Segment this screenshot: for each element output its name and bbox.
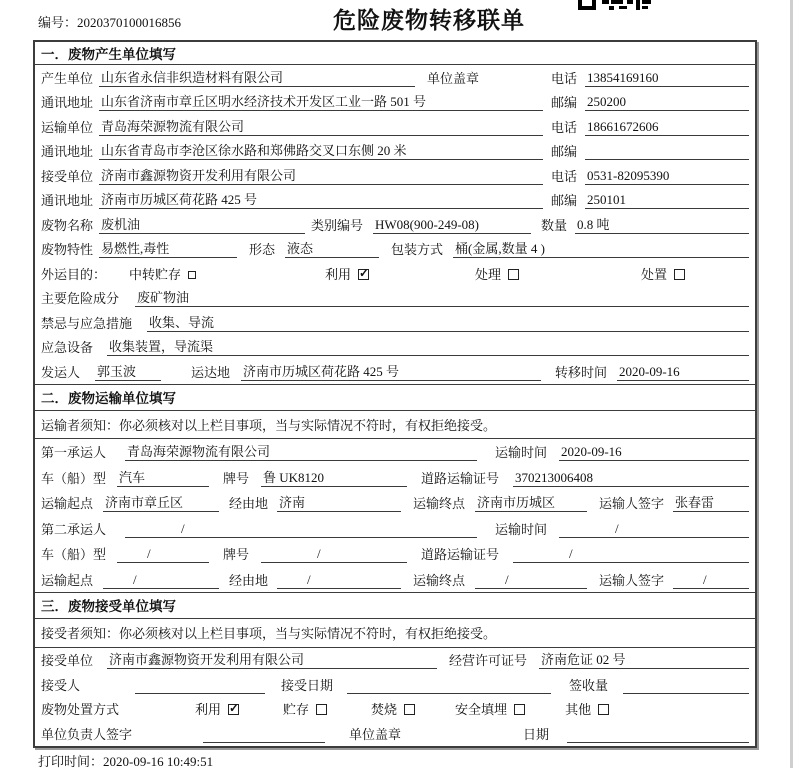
- addr3-value: 济南市历城区荷花路 425 号: [99, 189, 543, 209]
- origin2-value: /: [103, 572, 219, 589]
- dest1-value: 济南市历城区: [475, 492, 587, 512]
- dest1-label: 运输终点: [413, 496, 466, 511]
- disposal-other-checkbox: [598, 704, 609, 715]
- traits-value: 易燃性,毒性: [99, 238, 237, 258]
- serial-number: 2020370100016856: [77, 15, 182, 30]
- producer-value: 山东省永信非织造材料有限公司: [99, 67, 415, 87]
- carrier1-value: 青岛海荣源物流有限公司: [125, 441, 477, 461]
- phone1-value: 13854169160: [585, 70, 749, 87]
- plate2-label: 牌号: [223, 547, 250, 562]
- disposal-other-label: 其他: [565, 702, 592, 717]
- transfer-time-label: 转移时间: [555, 364, 608, 380]
- purpose-treat-checkbox: [508, 269, 519, 280]
- zip3-label: 邮编: [551, 193, 578, 208]
- purpose-treat-label: 处理: [475, 266, 502, 282]
- transporter-notice: [35, 411, 755, 439]
- section2-heading: 二．废物运输单位填写: [35, 384, 755, 411]
- origin2-label: 运输起点: [41, 572, 94, 588]
- plate2-value: /: [261, 546, 407, 563]
- packing-value: 桶(金属,数量 4 ): [453, 238, 749, 258]
- form-label: 形态: [249, 242, 276, 257]
- waste-name-value: 废机油: [99, 214, 305, 234]
- disposal-option-burn: [371, 699, 415, 718]
- license-value: 济南危证 02 号: [539, 649, 749, 669]
- via1-value: 济南: [277, 492, 401, 512]
- route1-row: [35, 490, 755, 516]
- via1-label: 经由地: [229, 496, 269, 511]
- vehicle1-label: 车（船）型: [41, 470, 107, 486]
- accept-unit-row: [35, 648, 755, 673]
- permit1-value: 370213006408: [513, 470, 749, 487]
- disposal-row: [35, 697, 755, 722]
- hazard-label: 主要危险成分: [41, 291, 120, 306]
- date-value: [567, 728, 749, 743]
- purpose-row: [35, 261, 755, 286]
- unit-seal-label: 单位盖章: [349, 726, 402, 742]
- category-value: HW08(900-249-08): [373, 217, 531, 234]
- quantity-value: 0.8 吨: [575, 214, 749, 234]
- disposal-use-label: 利用: [195, 702, 222, 717]
- permit1-label: 道路运输证号: [421, 470, 500, 486]
- scrollbar[interactable]: [790, 0, 793, 768]
- purpose-option-transfer: [109, 264, 305, 283]
- route2-row: [35, 566, 755, 592]
- receiver-notice-text: 接受者须知：你必须核对以上栏目事项，当与实际情况不符时，有权拒绝接受。: [41, 626, 497, 641]
- receive-date-value: [347, 679, 551, 694]
- date-label: 日期: [523, 726, 550, 742]
- sign2-value: /: [673, 572, 749, 589]
- time1-label: 运输时间: [495, 445, 548, 460]
- shipper-value: 郭玉波: [95, 361, 161, 381]
- disposal-option-other: [565, 699, 609, 718]
- document-header: [0, 0, 796, 40]
- dest2-label: 运输终点: [413, 572, 466, 588]
- destination-value: 济南市历城区荷花路 425 号: [241, 361, 541, 381]
- accept-unit-value: 济南市鑫源物资开发利用有限公司: [107, 649, 437, 669]
- addr1-value: 山东省济南市章丘区明水经济技术开发区工业一路 501 号: [99, 91, 543, 111]
- disposal-landfill-checkbox: [514, 704, 525, 715]
- addr2-value: 山东省青岛市李沧区徐水路和郑佛路交叉口东侧 20 米: [99, 140, 543, 160]
- taboo-value: 收集、导流: [147, 312, 749, 332]
- carrier2-row: [35, 515, 755, 541]
- disposal-use-checkbox: [228, 704, 239, 715]
- via2-value: /: [277, 572, 401, 589]
- form-value: 液态: [285, 238, 379, 258]
- sign1-label: 运输人签字: [599, 496, 665, 511]
- transporter-address-row: [35, 139, 755, 164]
- purpose-option-use: [305, 264, 455, 283]
- sign2-label: 运输人签字: [599, 572, 665, 588]
- hazard-row: [35, 286, 755, 311]
- section3-heading: 三．废物接受单位填写: [35, 592, 755, 619]
- print-time-line: [38, 751, 213, 770]
- purpose-transfer-label: 中转贮存: [129, 266, 182, 282]
- disposal-store-label: 贮存: [283, 702, 310, 717]
- manifest-form: [33, 40, 757, 748]
- addr1-label: 通讯地址: [41, 95, 94, 110]
- receiver-notice: [35, 619, 755, 648]
- purpose-use-checkbox: [358, 269, 369, 280]
- time2-value: /: [559, 521, 749, 538]
- seal-label: 单位盖章: [427, 70, 480, 86]
- phone3-value: 0531-82095390: [585, 168, 749, 185]
- disposal-landfill-label: 安全填埋: [455, 702, 508, 717]
- time1-value: 2020-09-16: [559, 444, 749, 461]
- dest2-value: /: [475, 572, 587, 589]
- vehicle2-row: [35, 541, 755, 567]
- plate1-value: 鲁 UK8120: [261, 467, 407, 487]
- section1-heading: 一．废物产生单位填写: [35, 42, 755, 65]
- phone3-label: 电话: [551, 168, 578, 184]
- purpose-dispose-checkbox: [674, 269, 685, 280]
- carrier1-label: 第一承运人: [41, 445, 107, 460]
- transfer-time-value: 2020-09-16: [617, 364, 749, 381]
- equipment-label: 应急设备: [41, 340, 94, 355]
- destination-label: 运达地: [191, 364, 231, 380]
- disposal-burn-label: 焚烧: [371, 702, 398, 717]
- disposal-option-use: [195, 699, 239, 718]
- recipient-value: [135, 679, 265, 694]
- receiver-value: 济南市鑫源物资开发利用有限公司: [99, 165, 543, 185]
- phone1-label: 电话: [551, 70, 578, 86]
- origin1-value: 济南市章丘区: [103, 492, 219, 512]
- zip3-value: 250101: [585, 192, 749, 209]
- purpose-use-label: 利用: [325, 266, 352, 282]
- sign1-value: 张春雷: [673, 492, 749, 512]
- traits-label: 废物特性: [41, 242, 94, 257]
- packing-label: 包装方式: [391, 242, 444, 257]
- serial-label: 编号：: [38, 15, 78, 30]
- qr-code-icon: [578, 0, 654, 11]
- zip1-label: 邮编: [551, 95, 578, 110]
- responsible-sign-value: [203, 728, 325, 743]
- license-label: 经营许可证号: [449, 653, 528, 668]
- shipper-label: 发运人: [41, 364, 81, 380]
- transporter-label: 运输单位: [41, 119, 94, 135]
- disposal-option-landfill: [455, 699, 525, 718]
- disposal-label: 废物处置方式: [41, 702, 120, 717]
- taboo-row: [35, 310, 755, 335]
- vehicle2-value: /: [117, 546, 209, 563]
- disposal-option-store: [283, 699, 327, 718]
- hazard-value: 废矿物油: [135, 287, 749, 307]
- serial-number-line: [38, 12, 181, 31]
- phone2-label: 电话: [551, 119, 578, 135]
- permit2-label: 道路运输证号: [421, 547, 500, 562]
- recipient-row: [35, 672, 755, 697]
- quantity-label: 数量: [541, 217, 568, 233]
- producer-row: [35, 65, 755, 90]
- vehicle1-row: [35, 464, 755, 490]
- vehicle2-label: 车（船）型: [41, 547, 107, 562]
- recipient-label: 接受人: [41, 677, 81, 693]
- purpose-option-treat: [455, 264, 621, 283]
- page-title: 危险废物转移联单: [333, 8, 525, 33]
- received-qty-value: [623, 679, 749, 694]
- shipper-row: [35, 359, 755, 384]
- waste-traits-row: [35, 237, 755, 262]
- producer-address-row: [35, 90, 755, 115]
- print-time-value: 2020-09-16 10:49:51: [103, 754, 214, 769]
- print-time-label: 打印时间：: [38, 754, 104, 769]
- time2-label: 运输时间: [495, 521, 548, 537]
- receiver-address-row: [35, 188, 755, 213]
- zip1-value: 250200: [585, 94, 749, 111]
- purpose-dispose-label: 处置: [641, 266, 668, 282]
- origin1-label: 运输起点: [41, 496, 94, 511]
- carrier1-row: [35, 439, 755, 465]
- plate1-label: 牌号: [223, 470, 250, 486]
- carrier2-label: 第二承运人: [41, 521, 107, 537]
- equipment-value: 收集装置，导流渠: [107, 336, 749, 356]
- disposal-store-checkbox: [316, 704, 327, 715]
- waste-name-row: [35, 212, 755, 237]
- zip2-label: 邮编: [551, 144, 578, 159]
- receive-date-label: 接受日期: [281, 677, 334, 693]
- purpose-label: 外运目的：: [41, 266, 107, 282]
- carrier2-value: /: [125, 521, 477, 538]
- receiver-label: 接受单位: [41, 168, 94, 184]
- taboo-label: 禁忌与应急措施: [41, 315, 133, 331]
- addr3-label: 通讯地址: [41, 193, 94, 208]
- receiver-row: [35, 163, 755, 188]
- producer-label: 产生单位: [41, 70, 94, 86]
- via2-label: 经由地: [229, 572, 269, 588]
- permit2-value: /: [513, 546, 749, 563]
- transporter-value: 青岛海荣源物流有限公司: [99, 116, 543, 136]
- vehicle1-value: 汽车: [117, 467, 209, 487]
- disposal-burn-checkbox: [404, 704, 415, 715]
- zip2-value: [585, 145, 749, 160]
- responsible-sign-label: 单位负责人签字: [41, 726, 133, 742]
- addr2-label: 通讯地址: [41, 144, 94, 159]
- received-qty-label: 签收量: [569, 677, 609, 693]
- accept-unit-label: 接受单位: [41, 653, 94, 668]
- category-label: 类别编号: [311, 217, 364, 233]
- responsible-sign-row: [35, 721, 755, 746]
- purpose-option-dispose: [621, 264, 685, 283]
- purpose-transfer-checkbox: [188, 271, 196, 279]
- waste-name-label: 废物名称: [41, 217, 94, 233]
- equipment-row: [35, 335, 755, 360]
- phone2-value: 18661672606: [585, 119, 749, 136]
- transporter-row: [35, 114, 755, 139]
- transporter-notice-text: 运输者须知：你必须核对以上栏目事项，当与实际情况不符时，有权拒绝接受。: [41, 417, 497, 433]
